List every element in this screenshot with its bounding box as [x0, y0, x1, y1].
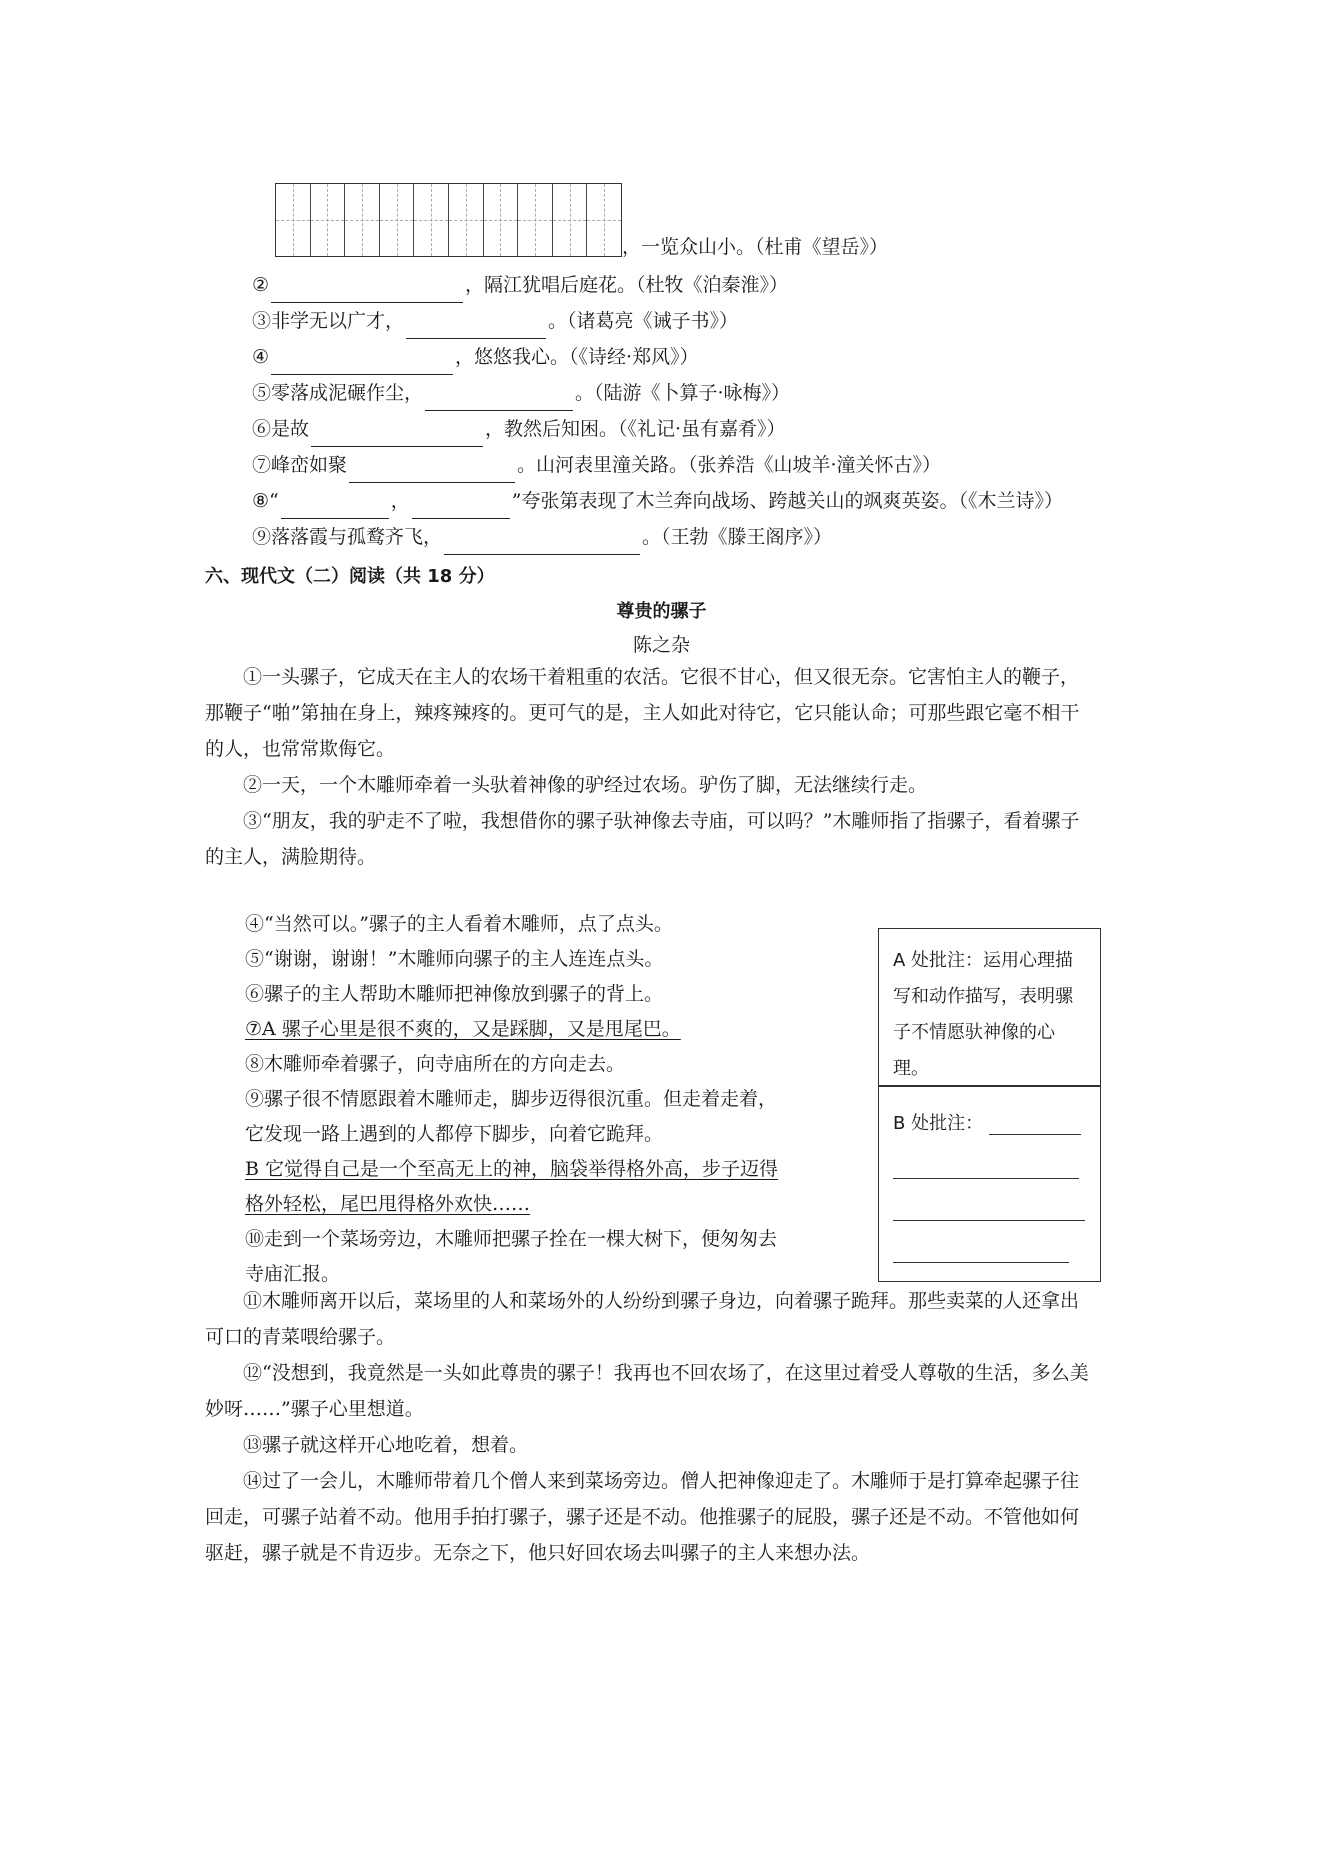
poem-line-3: ③非学无以广才， 。（诸葛亮《诫子书》） — [252, 303, 738, 339]
writing-grid[interactable] — [275, 183, 622, 257]
poem-line-2: ② ，隔江犹唱后庭花。（杜牧《泊秦淮》） — [252, 267, 788, 303]
paragraph: ①一头骡子，它成天在主人的农场干着粗重的农活。它很不甘心，但又很无奈。它害怕主人的鞭子，那鞭子“啪”第抽在身上，辣疼辣疼的。更可气的是，主人如此对待它，它只能认命；可那些跟它毫不相干的人，也常常欺侮它。 — [205, 666, 1080, 760]
paragraph-annotated-b: B 它觉得自己是一个至高无上的神，脑袋举得格外高，步子迈得格外轻松，尾巴甩得格外欢快…… — [245, 1158, 779, 1215]
answer-line[interactable] — [893, 1177, 1079, 1179]
paragraph: ⑤“谢谢，谢谢！”木雕师向骡子的主人连连点头。 — [245, 948, 664, 970]
article-body-bottom — [205, 1283, 1095, 1571]
poem-line-9: ⑨落落霞与孤鹜齐飞， 。（王勃《滕王阁序》） — [252, 519, 832, 555]
answer-blank[interactable] — [271, 352, 453, 375]
annotation-box-b — [878, 1086, 1101, 1282]
paragraph: ⑧木雕师牵着骡子，向寺庙所在的方向走去。 — [245, 1053, 626, 1075]
paragraph: ⑬骡子就这样开心地吃着，想着。 — [243, 1434, 529, 1456]
paragraph: ⑫“没想到，我竟然是一头如此尊贵的骡子！我再也不回农场了，在这里过着受人尊敬的生活，多么美妙呀……”骡子心里想道。 — [205, 1362, 1089, 1420]
paragraph-annotated-a: ⑦A 骡子心里是很不爽的，又是踩脚，又是甩尾巴。 — [245, 1018, 681, 1040]
answer-blank[interactable] — [281, 496, 389, 519]
answer-blank[interactable] — [349, 460, 515, 483]
answer-blank[interactable] — [412, 496, 510, 519]
paragraph: ⑨骡子很不情愿跟着木雕师走，脚步迈得很沉重。但走着走着，它发现一路上遇到的人都停下脚步，向着它跪拜。 — [245, 1088, 778, 1145]
article-author: 陈之杂 — [632, 634, 690, 656]
annotation-box-a: A 处批注：运用心理描写和动作描写，表明骡子不情愿驮神像的心理。 — [878, 928, 1101, 1086]
article-body-top — [205, 659, 1095, 875]
poem-line-8: ⑧“ ， ”夸张第表现了木兰奔向战场、跨越关山的飒爽英姿。（《木兰诗》） — [252, 483, 1063, 519]
poem-line-4: ④ ，悠悠我心。（《诗经·郑风》） — [252, 339, 699, 375]
paragraph: ⑪木雕师离开以后，菜场里的人和菜场外的人纷纷到骡子身边，向着骡子跪拜。那些卖菜的人还拿出可口的青菜喂给骡子。 — [205, 1290, 1080, 1348]
answer-blank[interactable] — [425, 388, 573, 411]
answer-blank[interactable] — [444, 532, 640, 555]
paragraph: ④“当然可以。”骡子的主人看着木雕师，点了点头。 — [245, 913, 673, 935]
paragraph: ③“朋友，我的驴走不了啦，我想借你的骡子驮神像去寺庙，可以吗？”木雕师指了指骡子，看着骡子的主人，满脸期待。 — [205, 810, 1080, 868]
poem-line-5: ⑤零落成泥碾作尘， 。（陆游《卜算子·咏梅》） — [252, 375, 790, 411]
answer-line[interactable] — [989, 1133, 1081, 1135]
paragraph: ⑭过了一会儿，木雕师带着几个僧人来到菜场旁边。僧人把神像迎走了。木雕师于是打算牵起骡子往回走，可骡子站着不动。他用手拍打骡子，骡子还是不动。他推骡子的屁股，骡子还是不动。不管他如何驱赶，骡子就是不肯迈步。无奈之下，他只好回农场去叫骡子的主人来想办法。 — [205, 1470, 1080, 1564]
poem-line-6: ⑥是故 ，教然后知困。（《礼记·虽有嘉肴》） — [252, 411, 786, 447]
paragraph: ②一天，一个木雕师牵着一头驮着神像的驴经过农场。驴伤了脚，无法继续行走。 — [243, 774, 928, 796]
paragraph: ⑥骡子的主人帮助木雕师把神像放到骡子的背上。 — [245, 983, 664, 1005]
answer-blank[interactable] — [311, 424, 483, 447]
article-body-middle — [245, 907, 790, 1292]
answer-blank[interactable] — [271, 280, 463, 303]
section-title: 六、现代文（二）阅读（共 18 分） — [205, 566, 495, 587]
article-title: 尊贵的骡子 — [616, 601, 707, 622]
answer-line[interactable] — [893, 1219, 1085, 1221]
annotation-b-label: B 处批注： — [893, 1113, 984, 1134]
poem-line-1: ，一览众山小。（杜甫《望岳》） — [622, 236, 889, 258]
answer-line[interactable] — [893, 1261, 1069, 1263]
paragraph: ⑩走到一个菜场旁边，木雕师把骡子拴在一棵大树下，便匆匆去寺庙汇报。 — [245, 1228, 778, 1285]
poem-line-7: ⑦峰峦如聚 。山河表里潼关路。（张养浩《山坡羊·潼关怀古》） — [252, 447, 941, 483]
answer-blank[interactable] — [406, 316, 546, 339]
